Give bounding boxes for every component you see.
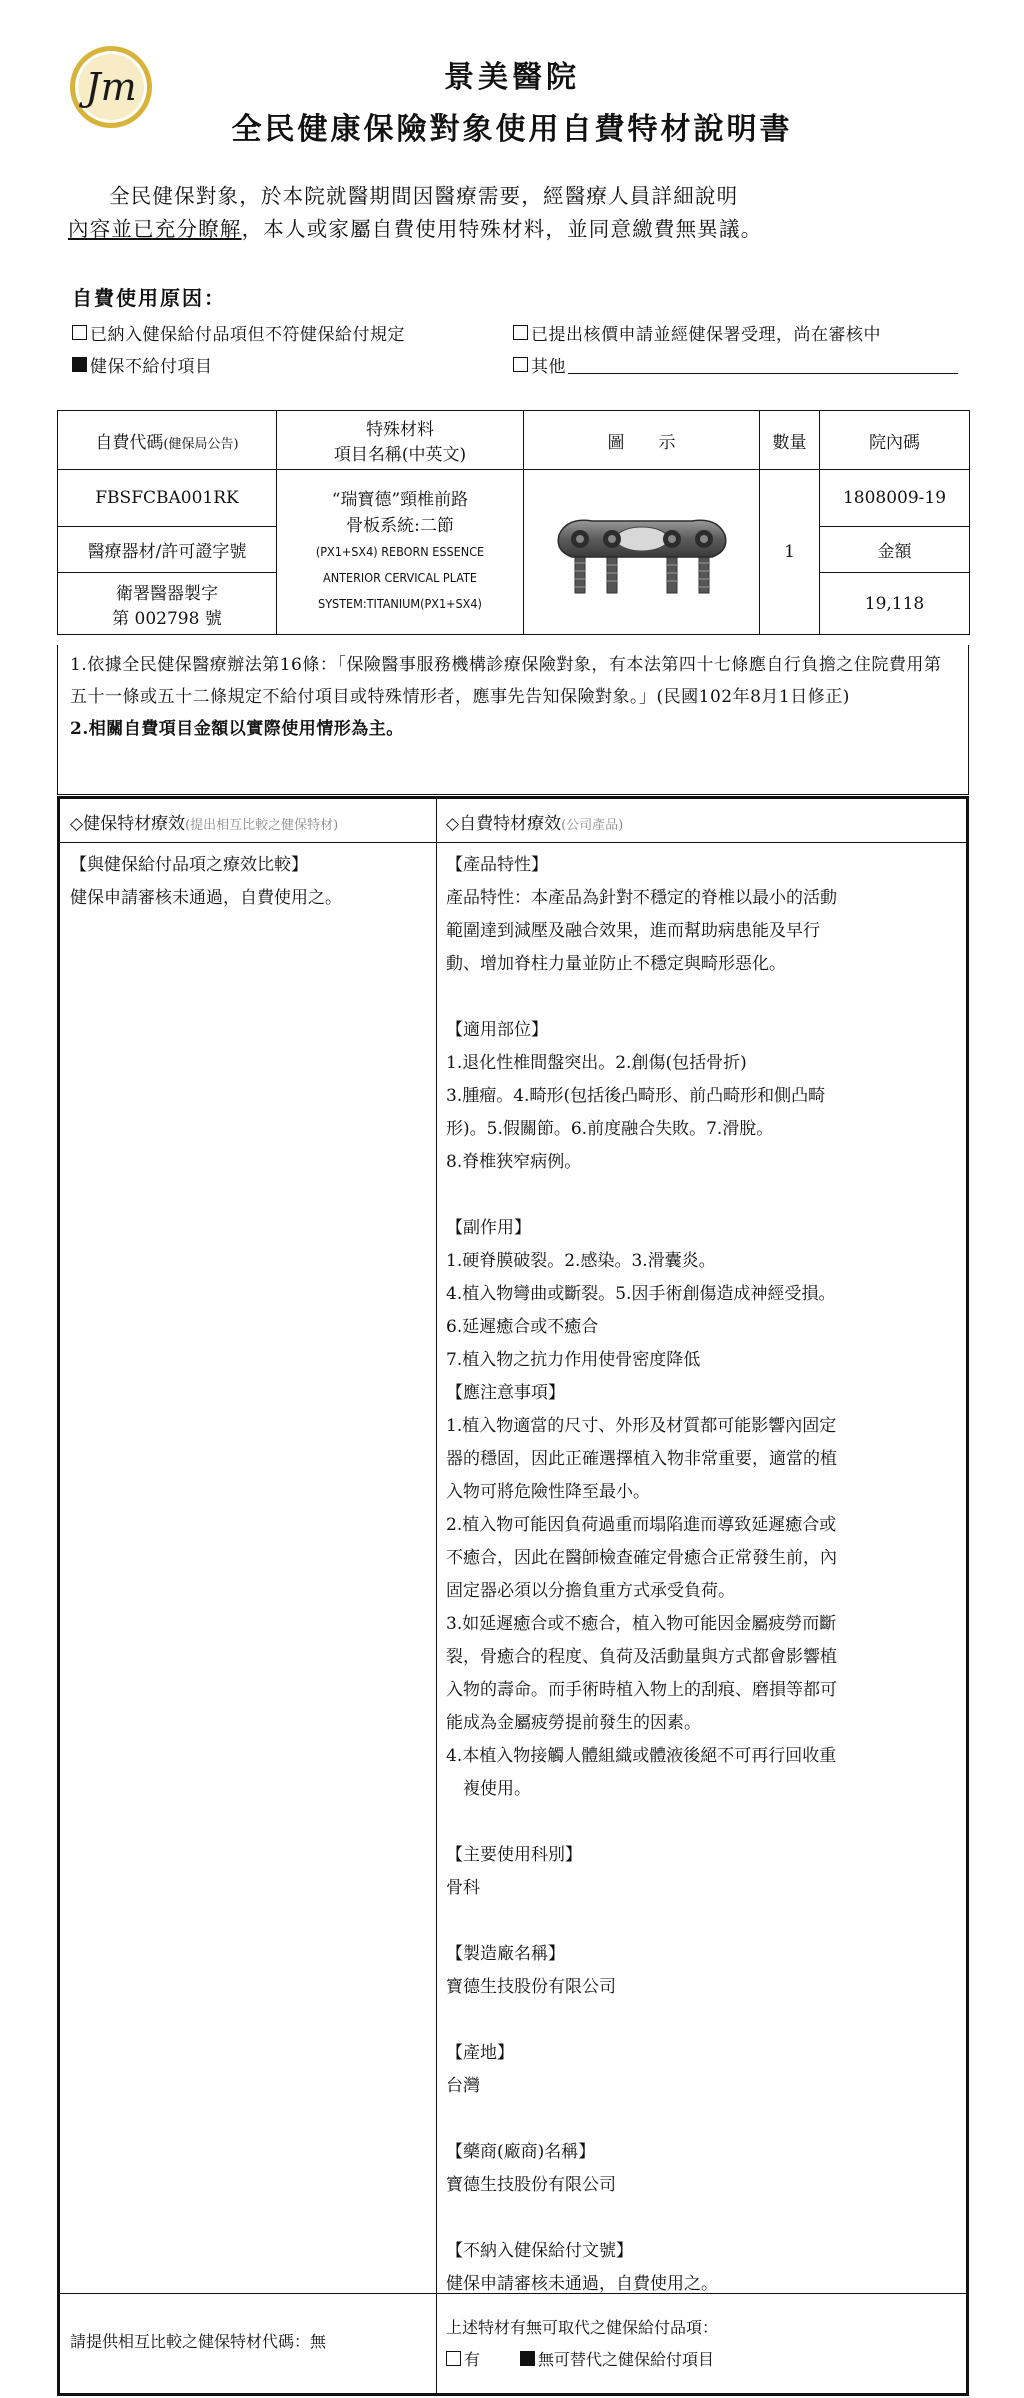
table-header-row <box>58 411 970 470</box>
item-table <box>57 410 970 635</box>
reason-option-4[interactable] <box>513 352 958 377</box>
cervical-plate-image <box>547 495 737 605</box>
footer-options <box>446 2347 714 2370</box>
reason-label-3: 健保不給付項目 <box>90 357 213 377</box>
hospital-name: 景美醫院 <box>444 60 580 95</box>
right-text-line: 【適用部位】 <box>446 1020 548 1040</box>
right-text-line: 3.腫瘤。4.畸形(包括後凸畸形、前凸畸形和側凸畸 <box>446 1086 826 1106</box>
footer-opt-yes: 有 <box>464 2350 481 2369</box>
checkbox-reason-1[interactable] <box>72 325 87 340</box>
reason-heading: 自費使用原因： <box>72 286 226 310</box>
right-text-line: 產品特性：本產品為針對不穩定的脊椎以最小的活動 <box>446 888 837 908</box>
form-title: 全民健康保險對象使用自費特材說明書 <box>231 112 793 147</box>
reason-option-2[interactable] <box>513 320 881 345</box>
reason-option-3[interactable] <box>72 352 213 377</box>
header-image: 圖 示 <box>524 411 760 470</box>
right-text-line: 6.延遲癒合或不癒合 <box>446 1317 599 1337</box>
notes-box <box>57 645 969 795</box>
footer-left: 請提供相互比較之健保特材代碼：無 <box>70 2332 327 2351</box>
right-text-line: 入物的壽命。而手術時植入物上的刮痕、磨損等都可 <box>446 1680 837 1700</box>
left-text: 健保申請審核未通過，自費使用之。 <box>70 888 342 908</box>
checkbox-reason-2[interactable] <box>513 325 528 340</box>
cell-code: FBSFCBA001RK <box>58 470 277 527</box>
note-1: 1.依據全民健保醫療辦法第16條：「保險醫事服務機構診療保險對象，有本法第四十七條應自行負擔之住院費用第五十一條或五十二條規定不給付項目或特殊情形者，應事先告知保險對象。」(民國102年8月1日修正) <box>70 655 942 707</box>
right-text-line: 【藥商(廠商)名稱】 <box>446 2142 596 2162</box>
header-qty: 數量 <box>760 411 820 470</box>
note-2: 2.相關自費項目金額以實際使用情形為主。 <box>70 719 404 739</box>
right-text-line: 能成為金屬疲勞提前發生的因素。 <box>446 1713 701 1733</box>
right-text-line: 【產地】 <box>446 2043 514 2063</box>
right-text-line: 器的穩固，因此正確選擇植入物非常重要，適當的植 <box>446 1449 837 1469</box>
right-text-line: 裂，骨癒合的程度、負荷及活動量與方式都會影響植 <box>446 1647 837 1667</box>
right-text-line: 【副作用】 <box>446 1218 531 1238</box>
right-text-line: 寶德生技股份有限公司 <box>446 2175 616 2195</box>
intro-line-1: 全民健保對象，於本院就醫期間因醫療需要，經醫療人員詳細說明 <box>109 184 739 208</box>
left-header: ◇健保特材療效(提出相互比較之健保特材) <box>70 814 339 834</box>
efficacy-comparison <box>57 796 969 2396</box>
footer-question: 上述特材有無可取代之健保給付品項： <box>446 2318 719 2337</box>
right-text-line: 形)。5.假關節。6.前度融合失敗。7.滑脫。 <box>446 1119 774 1139</box>
spacer-line <box>446 2004 961 2037</box>
right-text-line: 固定器必須以分擔負重方式承受負荷。 <box>446 1581 735 1601</box>
right-header: ◇自費特材療效(公司產品) <box>446 814 624 834</box>
reason-option-1[interactable] <box>72 320 405 345</box>
right-text-line: 【主要使用科別】 <box>446 1845 582 1865</box>
left-title: 【與健保給付品項之療效比較】 <box>70 855 308 875</box>
right-text-line: 寶德生技股份有限公司 <box>446 1977 616 1997</box>
right-text-line: 不癒合，因此在醫師檢查確定骨癒合正常發生前，內 <box>446 1548 837 1568</box>
right-text-line: 骨科 <box>446 1878 480 1898</box>
right-text-line: 1.退化性椎間盤突出。2.創傷(包括骨折) <box>446 1053 747 1073</box>
checkbox-has-alternative[interactable] <box>446 2351 461 2366</box>
left-column <box>70 849 430 915</box>
reason-label-4: 其他 <box>531 357 566 377</box>
spacer-line <box>446 1905 961 1938</box>
right-text-line: 複使用。 <box>463 1779 531 1799</box>
cell-amount: 19,118 <box>820 573 970 635</box>
right-text-line: 7.植入物之抗力作用使骨密度降低 <box>446 1350 701 1370</box>
cell-item-name: “瑞寶德”頸椎前路 骨板系統:二節 (PX1+SX4) REBORN ESSENCE ANTERIOR CERVICAL PLATE SYSTEM:TITANIUM(PX1+SX4) <box>277 470 524 635</box>
intro-paragraph <box>68 180 968 246</box>
footer-opt-no: 無可替代之健保給付項目 <box>538 2350 715 2369</box>
header-hospital-code: 院內碼 <box>820 411 970 470</box>
right-text-line: 台灣 <box>446 2076 480 2096</box>
right-text-line: 【不納入健保給付文號】 <box>446 2241 633 2261</box>
right-text-line: 3.如延遲癒合或不癒合，植入物可能因金屬疲勞而斷 <box>446 1614 837 1634</box>
reason-label-1: 已納入健保給付品項但不符健保給付規定 <box>90 325 405 345</box>
spacer-line <box>446 1179 961 1212</box>
header-item: 特殊材料 項目名稱(中英文) <box>277 411 524 470</box>
cell-qty: 1 <box>760 470 820 635</box>
cell-image <box>524 470 760 635</box>
svg-text:Jm: Jm <box>85 65 137 109</box>
spacer-line <box>446 2103 961 2136</box>
reason-label-2: 已提出核價申請並經健保署受理，尚在審核中 <box>531 325 881 345</box>
right-text-line: 4.植入物彎曲或斷裂。5.因手術創傷造成神經受損。 <box>446 1284 836 1304</box>
right-text-line: 動、增加脊柱力量並防止不穩定與畸形惡化。 <box>446 954 786 974</box>
right-text-line: 8.脊椎狹窄病例。 <box>446 1152 582 1172</box>
cell-license-number: 衛署醫器製字 第 002798 號 <box>58 573 277 635</box>
cell-amount-label: 金額 <box>820 527 970 573</box>
spacer-line <box>446 2202 961 2235</box>
right-text-line: 1.植入物適當的尺寸、外形及材質都可能影響內固定 <box>446 1416 837 1436</box>
right-text-line: 1.硬脊膜破裂。2.感染。3.滑囊炎。 <box>446 1251 716 1271</box>
right-text-line: 健保申請審核未通過，自費使用之。 <box>446 2274 718 2294</box>
right-text-line: 2.植入物可能因負荷過重而塌陷進而導致延遲癒合或 <box>446 1515 837 1535</box>
other-reason-blank[interactable] <box>568 355 958 374</box>
right-text-line: 4.本植入物接觸人體組織或體液後絕不可再行回收重 <box>446 1746 837 1766</box>
spacer-line <box>446 1806 961 1839</box>
spacer-line <box>446 981 961 1014</box>
checkbox-reason-3[interactable] <box>72 357 87 372</box>
right-text-line: 【應注意事項】 <box>446 1383 565 1403</box>
right-text-line: 【製造廠名稱】 <box>446 1944 565 1964</box>
right-text-line: 【產品特性】 <box>446 855 548 875</box>
right-column <box>446 849 961 2301</box>
right-text-line: 範圍達到減壓及融合效果，進而幫助病患能及早行 <box>446 921 820 941</box>
cell-hospital-code: 1808009-19 <box>820 470 970 527</box>
intro-line-2 <box>68 213 968 246</box>
checkbox-reason-4[interactable] <box>513 357 528 372</box>
table-row <box>58 470 970 527</box>
checkbox-no-alternative[interactable] <box>520 2351 535 2366</box>
header-code: 自費代碼(健保局公告) <box>58 411 277 470</box>
intro-line-2-rest: ，本人或家屬自費使用特殊材料，並同意繳費無異議。 <box>241 217 763 241</box>
cell-license-label: 醫療器材/許可證字號 <box>58 527 277 573</box>
intro-underlined: 內容並已充分瞭解 <box>68 217 242 241</box>
right-text-line: 入物可將危險性降至最小。 <box>446 1482 650 1502</box>
